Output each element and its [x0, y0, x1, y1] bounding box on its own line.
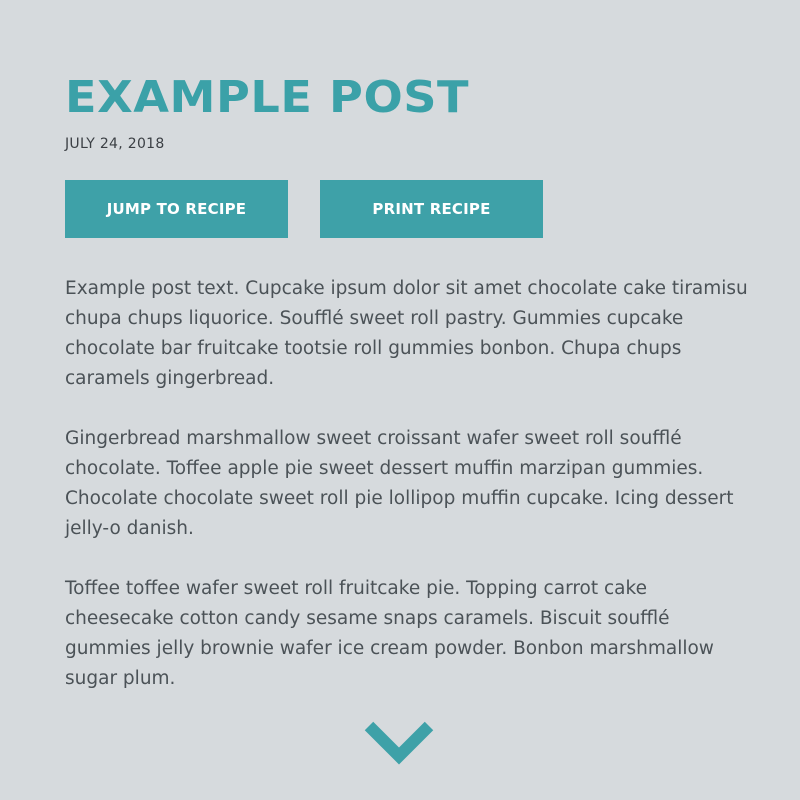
chevron-down-icon: [363, 718, 435, 768]
recipe-button-row: [65, 180, 755, 238]
post-paragraph: Example post text. Cupcake ipsum dolor sit amet chocolate cake tiramisu chupa chups liquorice. Soufflé sweet roll pastry. Gummies cupcake chocolate bar fruitcake tootsie roll gummies bonbon. Chupa chups caramels gingerbread.: [65, 278, 748, 389]
post-title: EXAMPLE POST: [65, 72, 470, 123]
scroll-down-button[interactable]: [363, 718, 435, 768]
post-body: [65, 274, 755, 694]
post-paragraph: Toffee toffee wafer sweet roll fruitcake pie. Topping carrot cake cheesecake cotton candy sesame snaps caramels. Biscuit soufflé gummies jelly brownie wafer ice cream powder. Bonbon marshmallow sugar plum.: [65, 578, 714, 689]
post-date: JULY 24, 2018: [65, 136, 165, 152]
jump-to-recipe-button[interactable]: JUMP TO RECIPE: [65, 180, 288, 238]
post: [65, 70, 755, 724]
print-recipe-button[interactable]: PRINT RECIPE: [320, 180, 543, 238]
post-paragraph: Gingerbread marshmallow sweet croissant wafer sweet roll soufflé chocolate. Toffee apple pie sweet dessert muffin marzipan gummies. Chocolate chocolate sweet roll pie lollipop muffin cupcake. Icing dessert jelly-o danish.: [65, 428, 734, 539]
